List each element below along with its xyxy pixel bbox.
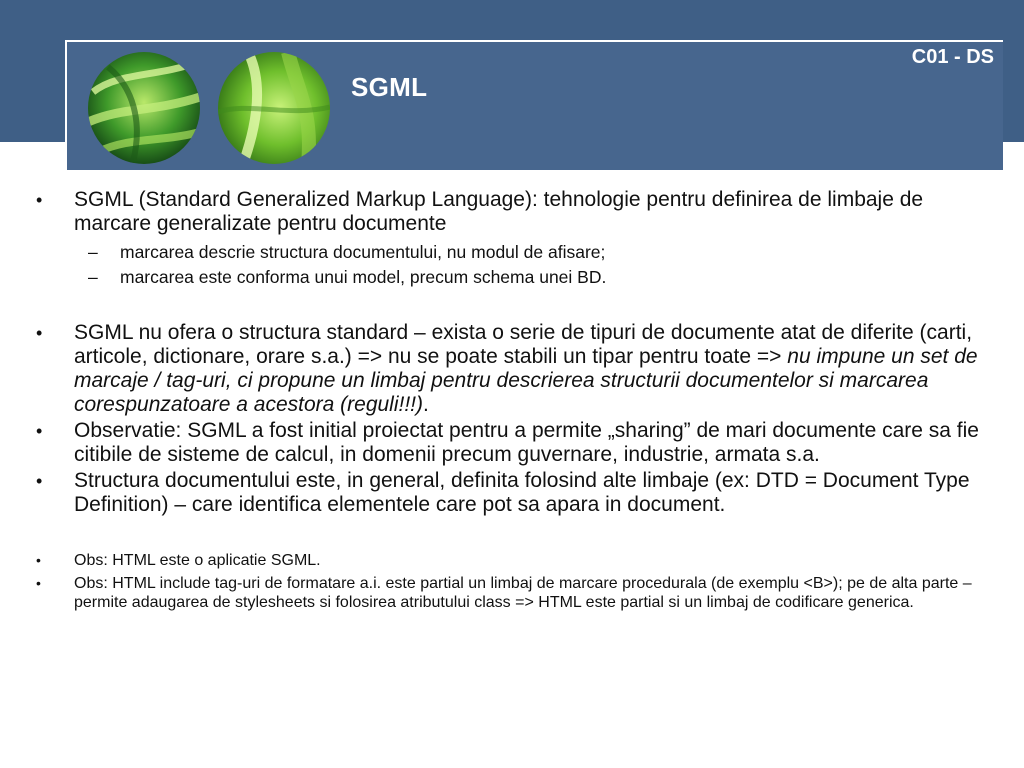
leaf-image-right — [218, 52, 330, 164]
bullet-text: SGML nu ofera o structura standard – exista o serie de tipuri de documente atat de diferite (carti, articole, dictionare, orare s.a.) => nu se poate stabili un tipar pentru toate => — [74, 321, 973, 368]
bullet-text: Observatie: SGML a fost initial proiectat pentru a permite „sharing” de mari documente care sa fie citibile de sisteme de calcul, in domenii precum guvernare, industrie, armata s.a. — [74, 419, 979, 466]
note-text: Obs: HTML este o aplicatie SGML. — [74, 552, 321, 569]
note-item — [28, 574, 1000, 612]
leaf-image-left — [88, 52, 200, 164]
dash-icon: – — [88, 242, 98, 262]
note-text: Obs: HTML include tag-uri de formatare a.i. este partial un limbaj de marcare procedurala (de exemplu <B>); pe de alta parte – permite adaugarea de stylesheets si folosirea atributului class => HTML este partial si un limbaj de codificare generica. — [74, 575, 972, 611]
bullet-icon: • — [36, 575, 41, 591]
bullet-item — [28, 188, 1000, 236]
bullet-icon: • — [36, 421, 43, 441]
course-code: C01 - DS — [911, 46, 994, 68]
bullet-text-end: . — [423, 393, 429, 416]
note-item — [28, 551, 1000, 570]
bullet-item — [28, 321, 1000, 417]
bullet-text: SGML (Standard Generalized Markup Language): tehnologie pentru definirea de limbaje de marcare generalizate pentru documente — [74, 188, 924, 235]
bullet-text: Structura documentului este, in general, definita folosind alte limbaje (ex: DTD = Document Type Definition) – care identifica elementele care pot sa apara in document. — [74, 469, 970, 516]
header-panel — [65, 40, 1003, 170]
sub-bullet-item — [28, 240, 1000, 265]
sub-bullet-text: marcarea este conforma unui model, precum schema unei BD. — [120, 267, 607, 287]
bullet-text-italic: nu impune un set de marcaje / tag-uri, ci propune un limbaj pentru descrierea structurii documentelor si marcarea corespunzatoare a acestora (reguli!!!) — [74, 345, 978, 416]
bullet-icon: • — [36, 323, 43, 343]
bullet-item — [28, 419, 1000, 467]
dash-icon: – — [88, 267, 98, 287]
slide-content — [28, 188, 1000, 612]
bullet-icon: • — [36, 190, 43, 210]
bullet-item — [28, 469, 1000, 517]
slide-title: SGML — [351, 72, 428, 102]
bullet-icon: • — [36, 552, 41, 568]
sub-bullet-item — [28, 265, 1000, 290]
sub-bullet-text: marcarea descrie structura documentului, nu modul de afisare; — [120, 242, 606, 262]
bullet-icon: • — [36, 471, 43, 491]
